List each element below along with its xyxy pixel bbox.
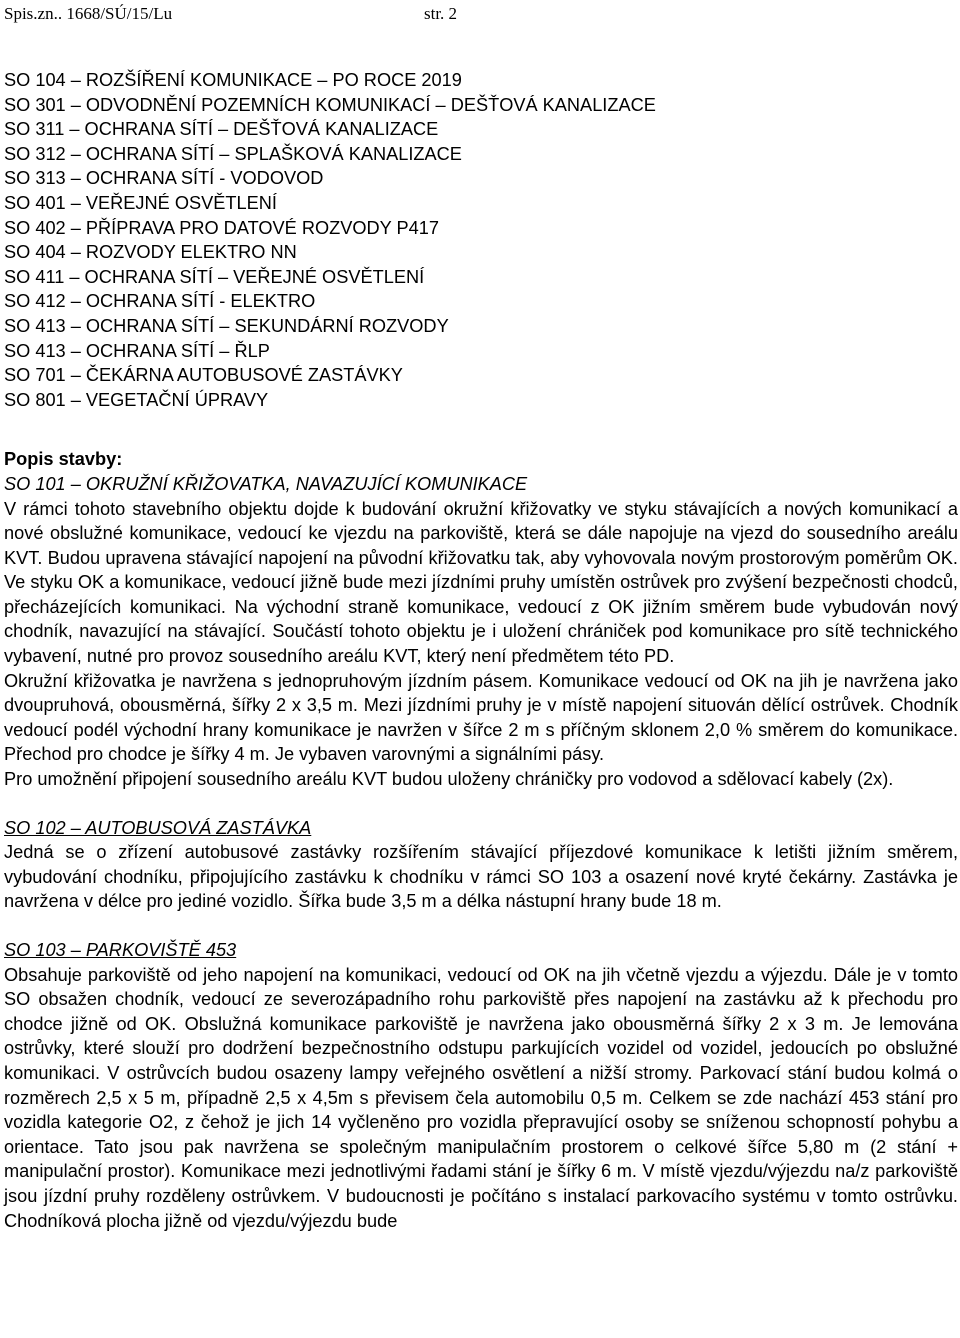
so103-paragraph-1: Obsahuje parkoviště od jeho napojení na komunikaci, vedoucí od OK na jih včetně vjezdu a výjezdu. Dále je v tomto SO obsažen chodník, vedoucí ze severozápadního rohu parkoviště přes napojení na zastávku až k přechodu pro chodce jižně od OK. Obslužná komunikace parkoviště je navržena jako obousměrná šířky 2 x 3 m. Je lemována ostrůvky, které slouží pro dodržení bezpečnostního odstupu parkujících vozidel od vozidel, jedoucích po obslužné komunikaci. V ostrůvcích budou osazeny lampy veřejného osvětlení a nižší stromy. Parkovací stání budou kolmá o rozměrech 2,5 x 5 m, případně 2,5 x 4,5m s převisem čela automobilu 0,5 m. Celkem se zde nachází 453 stání pro vozidla kategorie O2, z čehož je jich 14 vyčleněno pro vozidla přepravující osoby se sníženou schopností pohybu a orientace. Tato jsou pak navržena se společným manipulačním prostorem o celkové šířce 5,80 m (2 stání + manipulační prostor). Komunikace mezi jednotlivými řadami stání je šířky 6 m. V místě vjezdu/výjezdu na/z parkoviště jsou jízdní pruhy rozděleny ostrůvkem. V budoucnosti je počítáno s instalací parkovacího systému v tomto ostrůvku. Chodníková plocha jižně od vjezdu/výjezdu bude bbox=[4, 964, 958, 1231]
so103-title: SO 103 – PARKOVIŠTĚ 453 bbox=[4, 940, 237, 960]
so102-title: SO 102 – AUTOBUSOVÁ ZASTÁVKA bbox=[4, 817, 312, 838]
construction-objects-list bbox=[4, 68, 958, 412]
so101-title: SO 101 – OKRUŽNÍ KŘIŽOVATKA, NAVAZUJÍCÍ KOMUNIKACE bbox=[4, 473, 528, 494]
list-item: SO 801 – VEGETAČNÍ ÚPRAVY bbox=[4, 389, 269, 410]
so102-paragraph-1: Jedná se o zřízení autobusové zastávky rozšířením stávající příjezdové komunikace k letišti jižním směrem, vybudování chodníku, připojujícího zastávku k chodníku v rámci SO 103 a osazení nové kryté čekárny. Zastávka je navržena v délce pro jediné vozidlo. Šířka bude 3,5 m a délka nástupní hrany bude 18 m. bbox=[4, 842, 958, 912]
list-item: SO 104 – ROZŠÍŘENÍ KOMUNIKACE – PO ROCE 2019 bbox=[4, 70, 462, 90]
section-heading: Popis stavby: bbox=[4, 449, 123, 470]
list-item: SO 411 – OCHRANA SÍTÍ – VEŘEJNÉ OSVĚTLENÍ bbox=[4, 266, 425, 287]
so101-paragraph-2: Okružní křižovatka je navržena s jednopruhovým jízdním pásem. Komunikace vedoucí od OK na jih je navržena jako dvoupruhová, obousměrná, šířky 2 x 3,5 m. Mezi jízdními pruhy je v místě napojení situován dělící ostrůvek. Chodník vedoucí podél východní hrany komunikace je navržen v šířce 2 m s příčným sklonem 2,0 % směrem do komunikace. Přechod pro chodce je šířky 4 m. Je vybaven varovnými a signálními pásy. bbox=[4, 670, 958, 765]
list-item: SO 701 – ČEKÁRNA AUTOBUSOVÉ ZASTÁVKY bbox=[4, 365, 403, 386]
page-number: str. 2 bbox=[424, 4, 458, 23]
list-item: SO 301 – ODVODNĚNÍ POZEMNÍCH KOMUNIKACÍ – DEŠŤOVÁ KANALIZACE bbox=[4, 94, 656, 115]
page-header bbox=[4, 4, 458, 24]
so101-paragraph-3: Pro umožnění připojení sousedního areálu KVT budou uloženy chráničky pro vodovod a sdělovací kabely (2x). bbox=[4, 769, 894, 790]
list-item: SO 413 – OCHRANA SÍTÍ – SEKUNDÁRNÍ ROZVODY bbox=[4, 315, 449, 336]
list-item: SO 413 – OCHRANA SÍTÍ – ŘLP bbox=[4, 340, 270, 361]
list-item: SO 401 – VEŘEJNÉ OSVĚTLENÍ bbox=[4, 192, 277, 213]
document-body bbox=[4, 68, 958, 1233]
list-item: SO 313 – OCHRANA SÍTÍ - VODOVOD bbox=[4, 168, 324, 189]
file-reference: Spis.zn.. 1668/SÚ/15/Lu bbox=[4, 4, 173, 23]
spacer bbox=[4, 914, 958, 938]
spacer bbox=[4, 792, 958, 816]
list-item: SO 402 – PŘÍPRAVA PRO DATOVÉ ROZVODY P417 bbox=[4, 217, 439, 238]
list-item: SO 404 – ROZVODY ELEKTRO NN bbox=[4, 242, 297, 263]
list-item: SO 412 – OCHRANA SÍTÍ - ELEKTRO bbox=[4, 291, 316, 312]
list-item: SO 312 – OCHRANA SÍTÍ – SPLAŠKOVÁ KANALIZACE bbox=[4, 143, 462, 164]
spacer bbox=[4, 412, 958, 447]
list-item: SO 311 – OCHRANA SÍTÍ – DEŠŤOVÁ KANALIZACE bbox=[4, 119, 439, 140]
so101-paragraph-1: V rámci tohoto stavebního objektu dojde k budování okružní křižovatky ve styku stávajících a nových komunikací a nové obslužné komunikace, vedoucí ke vjezdu na parkoviště, která se dále napojuje na vjezd do sousedního areálu KVT. Budou upravena stávající napojení na původní křižovatku tak, aby vyhovovala novým prostorovým poměrům OK. Ve styku OK a komunikace, vedoucí jižně bude mezi jízdními pruhy umístěn ostrůvek pro zvýšení bezpečnosti chodců, přecházejících komunikaci. Na východní straně komunikace, vedoucí z OK jižním směrem bude vybudován nový chodník, navazující na stávající. Součástí tohoto objektu je i uložení chrániček pod komunikace pro sítě technického vybavení, nutné pro provoz sousedního areálu KVT, který není předmětem této PD. bbox=[4, 498, 958, 667]
